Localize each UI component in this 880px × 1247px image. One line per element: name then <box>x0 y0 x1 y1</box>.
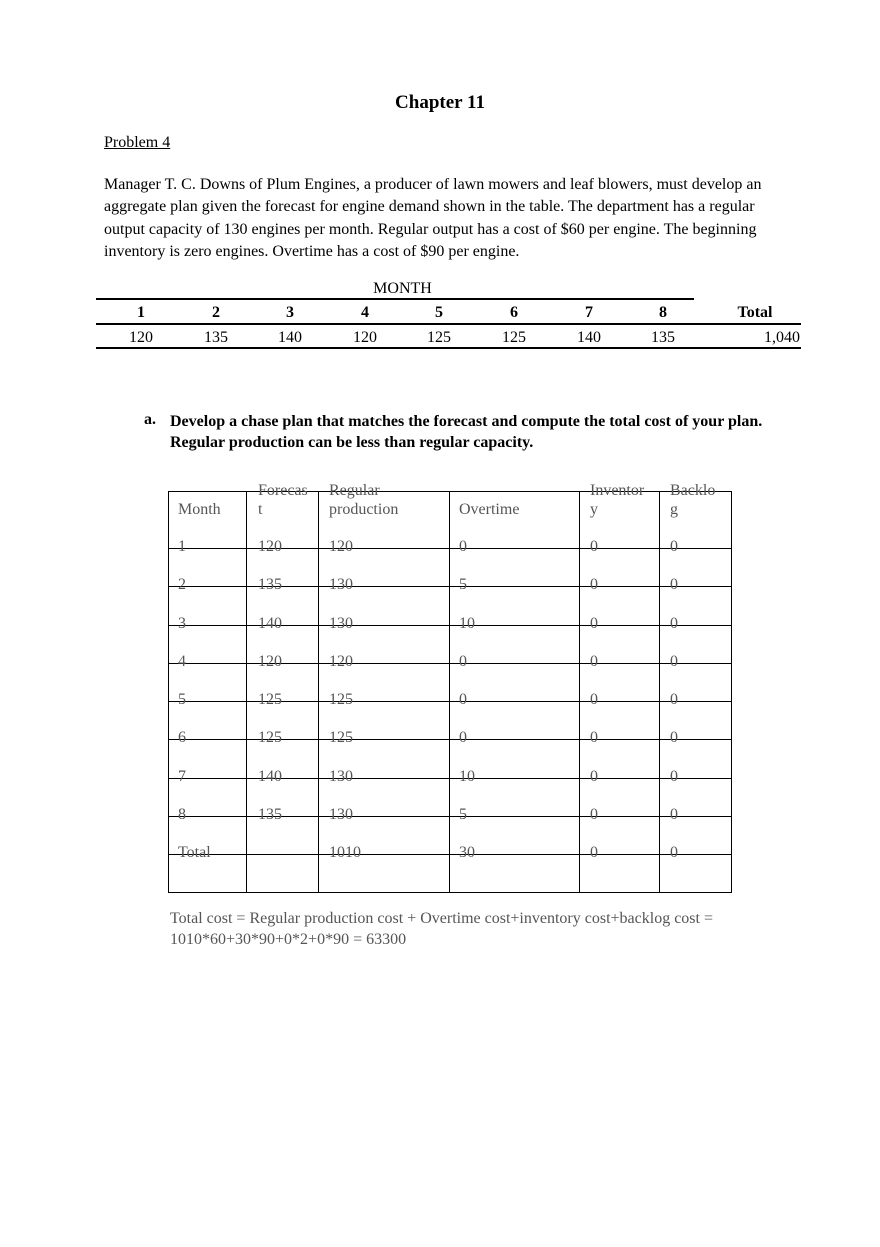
plan-cell-inventory: 0 <box>590 691 598 708</box>
plan-row-line <box>168 892 732 893</box>
plan-row-line <box>168 854 732 855</box>
plan-cell-inventory: 0 <box>590 729 598 746</box>
header-inventory-line1: Inventor <box>590 482 645 499</box>
plan-cell-forecast: 120 <box>258 538 282 555</box>
forecast-value-month-5: 125 <box>427 329 451 346</box>
header-backlog-line2: g <box>670 501 678 518</box>
plan-cell-month: 7 <box>178 768 186 785</box>
header-forecast-line2: t <box>258 501 263 518</box>
plan-cell-regular: 130 <box>329 768 353 785</box>
plan-cell-backlog: 0 <box>670 576 678 593</box>
plan-row-line <box>168 663 732 664</box>
plan-cell-backlog: 0 <box>670 729 678 746</box>
plan-cell-overtime: 30 <box>459 844 475 861</box>
month-group-header: MONTH <box>373 280 432 297</box>
plan-row-line <box>168 548 732 549</box>
forecast-value-month-2: 135 <box>204 329 228 346</box>
plan-col-line <box>659 491 660 893</box>
plan-col-line <box>449 491 450 893</box>
plan-row-line <box>168 491 732 492</box>
plan-cell-overtime: 0 <box>459 538 467 555</box>
plan-cell-month: 6 <box>178 729 186 746</box>
total-cost-calculation: 1010*60+30*90+0*2+0*90 = 63300 <box>170 931 407 948</box>
plan-col-line <box>318 491 319 893</box>
forecast-value-month-3: 140 <box>278 329 302 346</box>
plan-cell-overtime: 0 <box>459 653 467 670</box>
plan-cell-regular: 125 <box>329 729 353 746</box>
plan-cell-month: 8 <box>178 806 186 823</box>
part-a-question: Develop a chase plan that matches the forecast and compute the total cost of your plan. Regular production can be less than regular capacity. <box>170 413 763 451</box>
header-forecast-line1: Forecas <box>258 482 308 499</box>
month-header-4: 4 <box>361 304 369 321</box>
plan-col-line <box>246 491 247 893</box>
plan-row-line <box>168 586 732 587</box>
plan-cell-backlog: 0 <box>670 615 678 632</box>
plan-cell-forecast: 125 <box>258 729 282 746</box>
plan-cell-forecast: 135 <box>258 806 282 823</box>
plan-cell-inventory: 0 <box>590 615 598 632</box>
plan-cell-regular: 125 <box>329 691 353 708</box>
month-header-8: 8 <box>659 304 667 321</box>
forecast-value-month-4: 120 <box>353 329 377 346</box>
month-header-3: 3 <box>286 304 294 321</box>
header-regular-line1: Regular <box>329 482 380 499</box>
header-overtime: Overtime <box>459 501 520 518</box>
plan-cell-backlog: 0 <box>670 844 678 861</box>
plan-cell-inventory: 0 <box>590 806 598 823</box>
month-header-2: 2 <box>212 304 220 321</box>
plan-cell-backlog: 0 <box>670 691 678 708</box>
header-month: Month <box>178 501 221 518</box>
plan-cell-forecast: 125 <box>258 691 282 708</box>
forecast-value-month-7: 140 <box>577 329 601 346</box>
forecast-total-value: 1,040 <box>764 329 800 346</box>
plan-row-line <box>168 701 732 702</box>
plan-cell-overtime: 0 <box>459 691 467 708</box>
plan-cell-month: 1 <box>178 538 186 555</box>
forecast-value-month-1: 120 <box>129 329 153 346</box>
forecast-value-month-8: 135 <box>651 329 675 346</box>
plan-col-line <box>168 491 169 893</box>
month-header-1: 1 <box>137 304 145 321</box>
plan-cell-regular: 1010 <box>329 844 361 861</box>
plan-cell-inventory: 0 <box>590 538 598 555</box>
header-backlog-line1: Backlo <box>670 482 716 499</box>
plan-row-line <box>168 625 732 626</box>
plan-cell-inventory: 0 <box>590 653 598 670</box>
plan-cell-month: 4 <box>178 653 186 670</box>
plan-cell-month: 3 <box>178 615 186 632</box>
plan-row-line <box>168 816 732 817</box>
plan-row-line <box>168 739 732 740</box>
table-rule-top <box>96 298 694 300</box>
plan-cell-overtime: 5 <box>459 806 467 823</box>
total-cost-formula: Total cost = Regular production cost + Overtime cost+inventory cost+backlog cost = <box>170 910 713 927</box>
plan-cell-inventory: 0 <box>590 576 598 593</box>
plan-cell-forecast: 140 <box>258 768 282 785</box>
plan-cell-backlog: 0 <box>670 538 678 555</box>
plan-cell-month: Total <box>178 844 211 861</box>
table-rule-middle <box>96 323 801 325</box>
month-header-5: 5 <box>435 304 443 321</box>
plan-cell-month: 5 <box>178 691 186 708</box>
plan-cell-overtime: 10 <box>459 768 475 785</box>
plan-cell-inventory: 0 <box>590 844 598 861</box>
page-title: Chapter 11 <box>395 92 485 113</box>
plan-col-line <box>579 491 580 893</box>
plan-cell-regular: 130 <box>329 576 353 593</box>
problem-description: Manager T. C. Downs of Plum Engines, a producer of lawn mowers and leaf blowers, must develop an aggregate plan given the forecast for engine demand shown in the table. The department has a regular output capacity of 130 engines per month. Regular output has a cost of $60 per engine. The beginning inventory is zero engines. Overtime has a cost of $90 per engine. <box>104 176 762 260</box>
plan-cell-backlog: 0 <box>670 768 678 785</box>
header-inventory-line2: y <box>590 501 598 518</box>
chase-plan-table <box>168 482 732 893</box>
plan-cell-regular: 120 <box>329 653 353 670</box>
plan-cell-month: 2 <box>178 576 186 593</box>
plan-cell-forecast: 140 <box>258 615 282 632</box>
plan-cell-regular: 130 <box>329 806 353 823</box>
plan-cell-overtime: 5 <box>459 576 467 593</box>
plan-col-line <box>731 491 732 893</box>
plan-cell-overtime: 0 <box>459 729 467 746</box>
plan-cell-forecast: 120 <box>258 653 282 670</box>
plan-cell-regular: 120 <box>329 538 353 555</box>
month-header-7: 7 <box>585 304 593 321</box>
month-header-6: 6 <box>510 304 518 321</box>
plan-row-line <box>168 778 732 779</box>
plan-cell-backlog: 0 <box>670 806 678 823</box>
plan-cell-inventory: 0 <box>590 768 598 785</box>
plan-cell-forecast: 135 <box>258 576 282 593</box>
table-rule-bottom <box>96 347 801 349</box>
header-regular-line2: production <box>329 501 399 518</box>
total-header: Total <box>737 304 773 321</box>
problem-label: Problem 4 <box>104 134 171 151</box>
plan-cell-overtime: 10 <box>459 615 475 632</box>
plan-cell-backlog: 0 <box>670 653 678 670</box>
forecast-value-month-6: 125 <box>502 329 526 346</box>
plan-cell-regular: 130 <box>329 615 353 632</box>
part-a-label: a. <box>144 411 156 428</box>
